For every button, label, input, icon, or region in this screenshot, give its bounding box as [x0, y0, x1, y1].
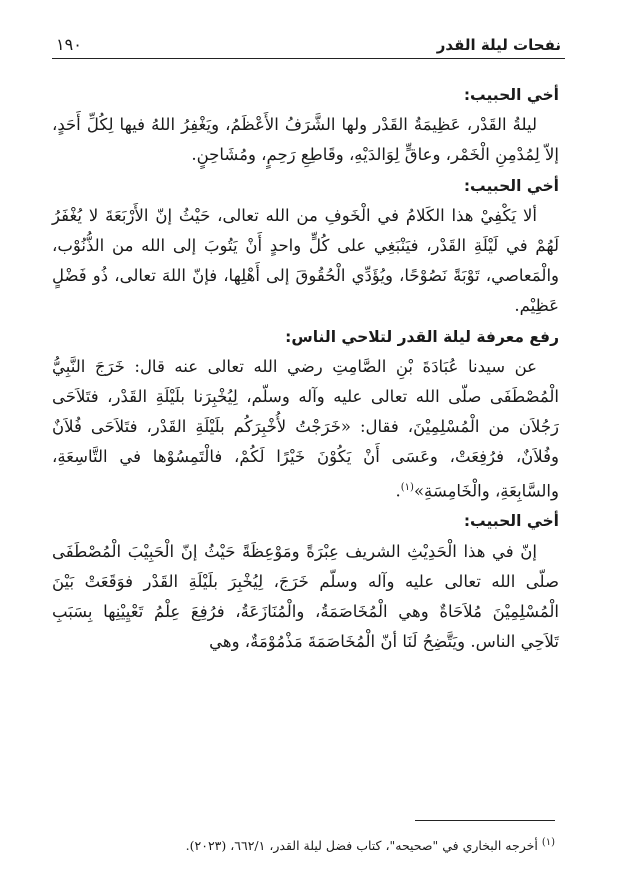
paragraph: ليلةُ القَدْر، عَظِيمَةُ القَدْر ولها الشَّرَفُ الأَعْظَمُ، ويَغْفِرُ اللهُ فيها لِكُلِّ أَحَدٍ، إلاّ لِمُدْمِنِ الْخَمْر، وعاقٍّ لِوَالدَيْهِ، وقَاطِعِ رَحِمٍ، ومُشَاحِنٍ.	[52, 115, 559, 165]
paragraph-end: .	[395, 481, 401, 501]
paragraph-text: عن سيدنا عُبَادَةَ بْنِ الصَّامِتِ رضي الله تعالى عنه قال: خَرَجَ النَّبِيُّ الْمُصْطَفَى صلّى الله تعالى عليه وآله وسلّم، لِيُخْبِرَنا بلَيْلَةِ القَدْر، فتَلاَحَى رَجُلاَن من الْمُسْلِمِيْنَ، فقال: «خَرَجْتُ لأُخْبِرَكُم بلَيْلَةِ القَدْر، فتَلاَحَى فُلاَنٌ وفُلاَنٌ، فرُفِعَتْ، وعَسَى أَنْ يَكُوْنَ خَيْرًا لَكُمْ، فالْتَمِسُوْها في التَّاسِعَةِ، والسَّابِعَةِ، والْخَامِسَةِ»	[52, 356, 559, 501]
section-heading: أخي الحبيب:	[463, 86, 559, 104]
footnote-reference[interactable]: (١)	[400, 481, 414, 493]
section	[52, 322, 559, 507]
section-heading: أخي الحبيب:	[463, 176, 559, 195]
section-heading: أخي الحبيب:	[463, 512, 559, 531]
paragraph: إنّ في هذا الْحَدِيْثِ الشريف عِبْرَةً ومَوْعِظَةً حَيْثُ إنّ الْحَبِيْبَ الْمُصْطَفَى صلّى الله تعالى عليه وآله وسلّم خَرَجَ، لِيُخْبِرَ بلَيْلَةِ القَدْر فوَقَعَتْ بَيْنَ الْمُسْلِمِيْنَ مُلاَحَاةٌ وهي الْمُخَاصَمَةُ، والْمُنَازَعَةُ، فرُفِعَ عِلْمُ تَعْيِيْنِها بِسَبَبِ تَلاَحِي الناس. ويَتَّضِحُ لَنَا أنّ الْمُخَاصَمَةَ مَذْمُوْمَةٌ، وهي	[52, 541, 559, 652]
footnote-marker: (١)	[541, 837, 555, 848]
section	[52, 80, 559, 171]
header-divider	[52, 58, 565, 59]
section-heading: رفع معرفة ليلة القدر لتلاحي الناس:	[285, 327, 559, 346]
paragraph	[52, 352, 559, 507]
footnote-text: أخرجه البخاري في "صحيحه"، كتاب فضل ليلة القدر، ٦٦٢/١، (٢٠٢٣).	[185, 838, 538, 854]
page-body	[52, 80, 559, 657]
footnote	[52, 834, 555, 855]
footnote-divider	[415, 820, 555, 821]
section	[52, 506, 559, 657]
section	[52, 171, 559, 322]
page-number: ١٩٠	[56, 35, 82, 54]
running-title: نفحات ليلة القدر	[436, 36, 561, 54]
paragraph: ألا يَكْفِيْ هذا الكَلامُ في الْخَوفِ من الله تعالى، حَيْثُ إنّ الأَرْبَعَةَ لا يُغْفَرُ لَهُمْ في لَيْلَةِ القَدْر، فيَنْبَغِي على كُلٍّ واحدٍ أَنْ يَتُوبَ إلى الله من الذُّنُوْب، والْمَعاصي، تَوْبَةً نَصُوْحًا، ويُؤَدِّي الْحُقُوقَ إلى أَهْلِها، فإنّ اللهَ تعالى، ذُو فَضْلٍ عَظِيْم.	[52, 205, 559, 316]
page-header	[56, 28, 561, 54]
